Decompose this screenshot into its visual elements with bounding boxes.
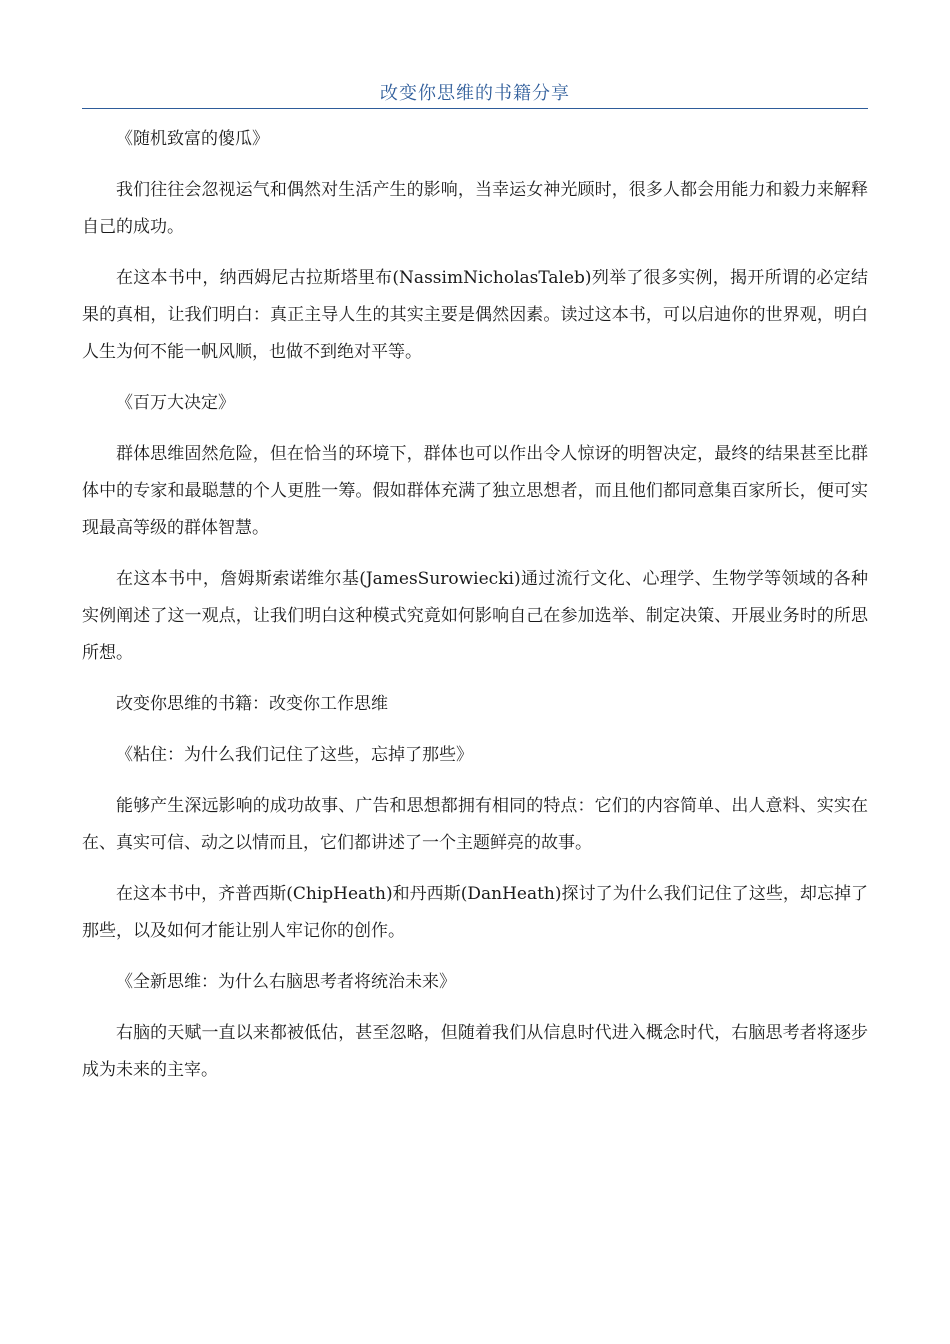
header-divider (82, 108, 868, 109)
book-title: 《随机致富的傻瓜》 (116, 129, 269, 149)
book-title: 《粘住：为什么我们记住了这些，忘掉了那些》 (116, 745, 473, 765)
body-paragraph: 能够产生深远影响的成功故事、广告和思想都拥有相同的特点：它们的内容简单、出人意料、实实在在、真实可信、动之以情而且，它们都讲述了一个主题鲜亮的故事。 (82, 796, 868, 853)
book-title: 《百万大决定》 (116, 393, 235, 413)
document-body (82, 121, 868, 1103)
body-paragraph: 我们往往会忽视运气和偶然对生活产生的影响，当幸运女神光顾时，很多人都会用能力和毅力来解释自己的成功。 (82, 180, 868, 237)
page-title: 改变你思维的书籍分享 (380, 83, 570, 104)
body-paragraph: 在这本书中，齐普西斯(ChipHeath)和丹西斯(DanHeath)探讨了为什么我们记住了这些，却忘掉了那些，以及如何才能让别人牢记你的创作。 (82, 884, 868, 941)
body-paragraph: 右脑的天赋一直以来都被低估，甚至忽略，但随着我们从信息时代进入概念时代，右脑思考者将逐步成为未来的主宰。 (82, 1023, 868, 1080)
body-paragraph: 在这本书中，詹姆斯索诺维尔基(JamesSurowiecki)通过流行文化、心理学、生物学等领域的各种实例阐述了这一观点，让我们明白这种模式究竟如何影响自己在参加选举、制定决策、开展业务时的所思所想。 (82, 569, 868, 663)
body-paragraph: 群体思维固然危险，但在恰当的环境下，群体也可以作出令人惊讶的明智决定，最终的结果甚至比群体中的专家和最聪慧的个人更胜一筹。假如群体充满了独立思想者，而且他们都同意集百家所长，便可实现最高等级的群体智慧。 (82, 444, 868, 538)
body-paragraph: 在这本书中，纳西姆尼古拉斯塔里布(NassimNicholasTaleb)列举了很多实例，揭开所谓的必定结果的真相，让我们明白：真正主导人生的其实主要是偶然因素。读过这本书，可以启迪你的世界观，明白人生为何不能一帆风顺，也做不到绝对平等。 (82, 268, 868, 362)
book-title: 《全新思维：为什么右脑思考者将统治未来》 (116, 972, 456, 992)
section-heading: 改变你思维的书籍：改变你工作思维 (116, 694, 388, 714)
